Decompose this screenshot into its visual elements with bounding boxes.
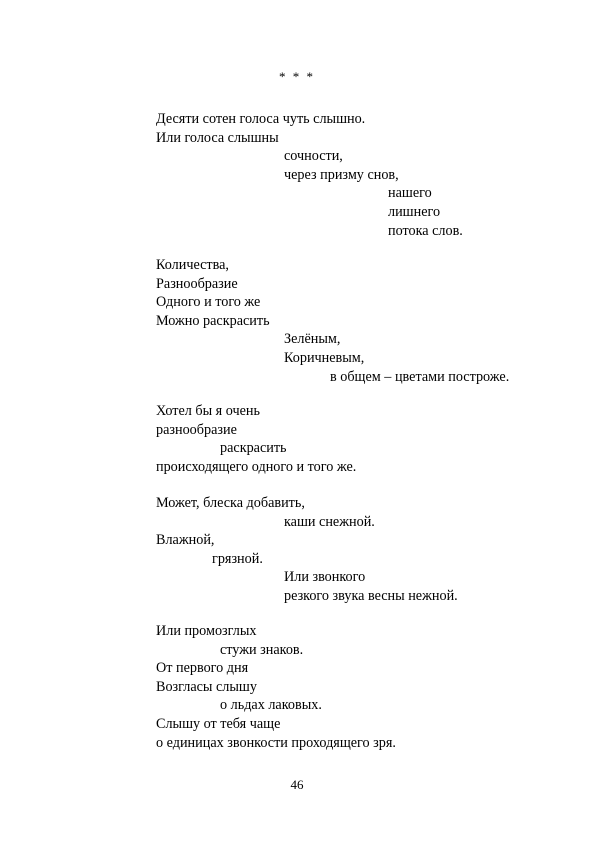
poem-line: раскрасить — [220, 440, 287, 457]
poem-line: Слышу от тебя чаще — [156, 715, 281, 732]
poem-line: Разнообразие — [156, 275, 238, 292]
poem-stanza — [156, 256, 594, 386]
poem-line: Или промозглых — [156, 623, 257, 639]
poem-line: Одного и того же — [156, 294, 261, 311]
poem-line: Влажной, — [156, 532, 215, 549]
poem-line: о льдах лаковых. — [220, 697, 322, 714]
poem-stanza — [156, 494, 594, 606]
poem-line: происходящего одного и того же. — [156, 458, 357, 475]
poem-line: Может, блеска добавить, — [156, 495, 305, 511]
poem-line: Или звонкого — [284, 569, 366, 586]
poem-stanza — [156, 110, 594, 240]
poem-line: сочности, — [284, 148, 343, 165]
poem-line: потока слов. — [388, 222, 463, 239]
poem-line: через призму снов, — [284, 166, 399, 183]
poem-line: грязной. — [212, 550, 263, 567]
poem-line: Хотел бы я очень — [156, 403, 260, 419]
poem-line: Можно раскрасить — [156, 312, 270, 329]
poem-line: разнообразие — [156, 421, 237, 438]
poem-stanza — [156, 622, 594, 752]
poem-line: Или голоса слышны — [156, 129, 279, 146]
poem-stanza — [156, 402, 594, 476]
poem-heading: * * * — [279, 69, 315, 84]
poem-line: нашего — [388, 185, 432, 202]
poem-line: Количества, — [156, 257, 229, 273]
poem-line: От первого дня — [156, 660, 249, 677]
poem-line: Десяти сотен голоса чуть слышно. — [156, 111, 366, 127]
poem-line: лишнего — [388, 203, 441, 220]
poem-line: стужи знаков. — [220, 641, 304, 658]
poem-line: Зелёным, — [284, 331, 341, 348]
poem-line: в общем – цветами построже. — [330, 368, 510, 385]
poem-line: Коричневым, — [284, 349, 365, 366]
poem-line: Возгласы слышу — [156, 678, 257, 695]
poem-line: каши снежной. — [284, 513, 375, 530]
poem-line: о единицах звонкости проходящего зря. — [156, 734, 396, 751]
page-number: 46 — [290, 777, 304, 792]
poem-line: резкого звука весны нежной. — [284, 587, 458, 604]
